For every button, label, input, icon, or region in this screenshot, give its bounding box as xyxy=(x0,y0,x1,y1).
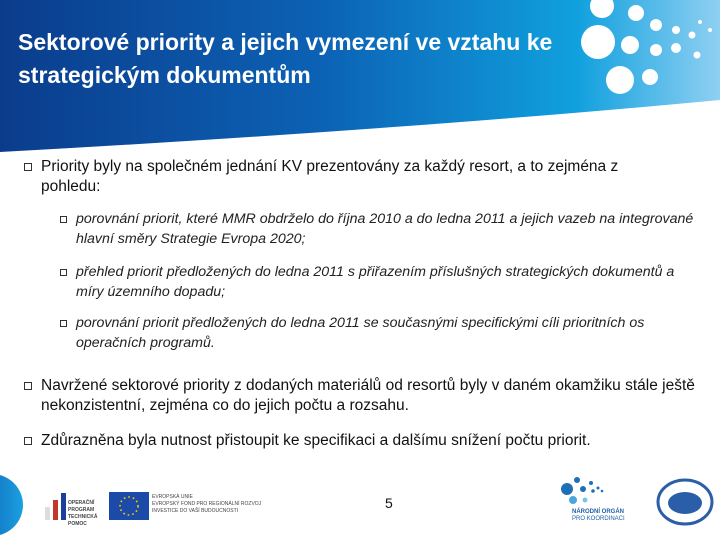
mmr-logo xyxy=(658,480,712,524)
nok-logo-dots xyxy=(561,477,603,504)
optp-logo-text: OPERAČNÍ PROGRAM TECHNICKÁ POMOC xyxy=(68,500,98,527)
optp-logo xyxy=(45,493,66,520)
nok-logo-text: NÁRODNÍ ORGÁN PRO KOORDINACI xyxy=(572,509,625,522)
bullet-square-icon xyxy=(24,437,32,445)
slide-title: Sektorové priority a jejich vymezení ve vztahu ke strategickým dokumentům xyxy=(18,29,553,88)
page-number: 5 xyxy=(385,495,393,511)
bullet-square-icon xyxy=(60,320,67,327)
sub-bullet-text: porovnání priorit, které MMR obdrželo do října 2010 a do ledna 2011 a jejich vazeb na integrované hlavní směry Strategie Evropa 2020; xyxy=(76,211,694,247)
bullet-2 xyxy=(41,376,711,416)
footer-right-logos xyxy=(555,475,720,535)
eu-text: EVROPSKÁ UNIE EVROPSKÝ FOND PRO REGIONÁLNÍ ROZVOJ INVESTICE DO VAŠÍ BUDOUCNOSTI xyxy=(152,494,262,514)
sub-bullet-text: porovnání priorit předložených do ledna 2011 se současnými specifickými cíli prioritních os operačních programů. xyxy=(76,315,645,351)
bullet-3 xyxy=(41,431,691,451)
sub-bullet-1 xyxy=(76,209,696,249)
bullet-text: Zdůrazněna byla nutnost přistoupit ke specifikaci a dalšímu snížení počtu priorit. xyxy=(41,432,591,449)
decorative-circle xyxy=(0,474,23,536)
sub-bullet-2 xyxy=(76,262,701,302)
bullet-square-icon xyxy=(24,163,32,171)
sub-bullet-text: přehled priorit předložených do ledna 2011 s přiřazením příslušných strategických dokumentů a míry územního dopadu; xyxy=(76,264,675,300)
eu-flag-icon xyxy=(109,492,149,520)
bullet-1 xyxy=(41,157,681,197)
sub-bullet-3 xyxy=(76,313,696,353)
bullet-text: Priority byly na společném jednání KV prezentovány za každý resort, a to zejména z pohledu: xyxy=(41,158,619,195)
bullet-text: Navržené sektorové priority z dodaných materiálů od resortů byly v daném okamžiku stále ještě nekonzistentní, zejména co do jejich počtu a rozsahu. xyxy=(41,377,695,414)
bullet-square-icon xyxy=(60,269,67,276)
bullet-square-icon xyxy=(60,216,67,223)
bullet-square-icon xyxy=(24,382,32,390)
